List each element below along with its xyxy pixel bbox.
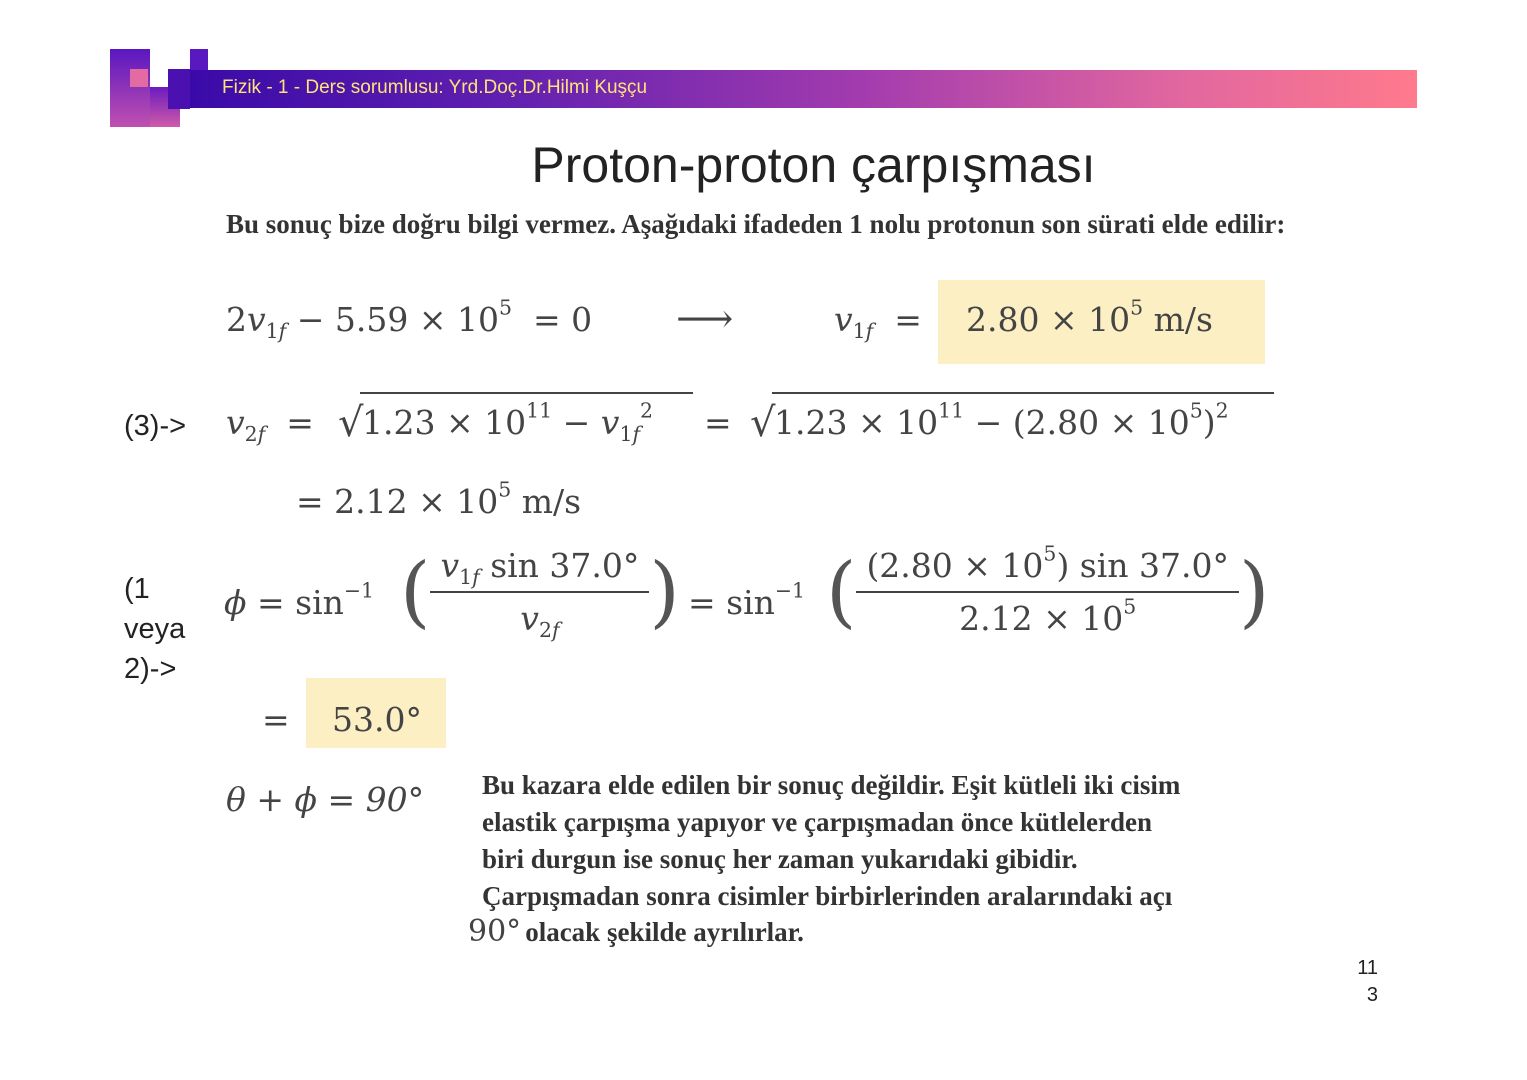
equation-4-lhs: $\phi = \sin^{-1}$ [224,578,375,622]
conclusion-line-4: Çarpışmadan sonra cisimler birbirlerinden aralarındaki açı [482,881,1173,911]
equation-2-mid-eq: = [704,403,732,442]
equation-4-mid: = $\sin^{-1}$ [688,578,806,622]
conclusion-line-2: elastik çarpışma yapıyor ve çarpışmadan önce kütlelerden [482,807,1152,837]
equation-4-frac-1: ( $\frac{v_{1f} \sin 37.0^\circ}{v_{2f}}$ ) [400,546,680,643]
equation-5-eq: = [262,700,290,739]
label-1-or-2: (1 veya 2)-> [124,573,186,685]
equation-2-sqrt-bar-1 [360,392,693,394]
equation-2-radicand-2: $1.23 \times 10^{11} - (2.80 \times 10^5)^2$ [774,398,1229,442]
equation-3: = $2.12 \times 10^5$ m/s [296,477,582,521]
equation-1-lhs: $2v_{1f} - 5.59 \times 10^5 = 0$ [226,295,593,344]
header-text: Fizik - 1 - Ders sorumlusu: Yrd.Doç.Dr.Hilmi Kuşçu [222,77,648,98]
intro-text [226,206,1336,243]
intro-paragraph: Bu sonuç bize doğru bilgi vermez. Aşağıdaki ifadeden 1 nolu protonun son sürati elde edilir: [226,209,1286,239]
conclusion-text [482,767,1342,915]
equation-2-sqrt-1: √ [338,400,364,446]
equation-1-result: $2.80 \times 10^5$ m/s [966,295,1213,339]
equation-4-frac-2: ( $\frac{(2.80 \times 10^5) \sin 37.0^\circ}{2.12 \times 10^5}$ ) [826,541,1270,638]
conclusion-line-3: biri durgun ise sonuç her zaman yukarıdaki gibidir. [482,844,1078,874]
equation-2-sqrt-2: √ [750,400,776,446]
conclusion-line-1: Bu kazara elde edilen bir sonuç değildir. Eşit kütleli iki cisim [482,770,1181,800]
equation-6: θ + ϕ = 90° [226,780,425,819]
equation-2-radicand-1: $1.23 \times 10^{11} - v_{1f}^2$ [362,398,654,447]
equation-2-lhs: $v_{2f}$ = [226,403,314,447]
equation-5-result: 53.0° [332,700,422,739]
conclusion-line-5: 90° olacak şekilde ayrılırlar. [468,914,804,949]
slide-title: Proton-proton çarpışması [531,137,1096,193]
equation-1-rhs-var: $v_{1f}$ = [834,300,922,344]
equation-1-arrow: ⟶ [676,296,734,342]
page-number: 11 3 [1357,957,1378,1006]
label-3: (3)-> [124,410,187,442]
equation-2-sqrt-bar-2 [772,392,1274,394]
